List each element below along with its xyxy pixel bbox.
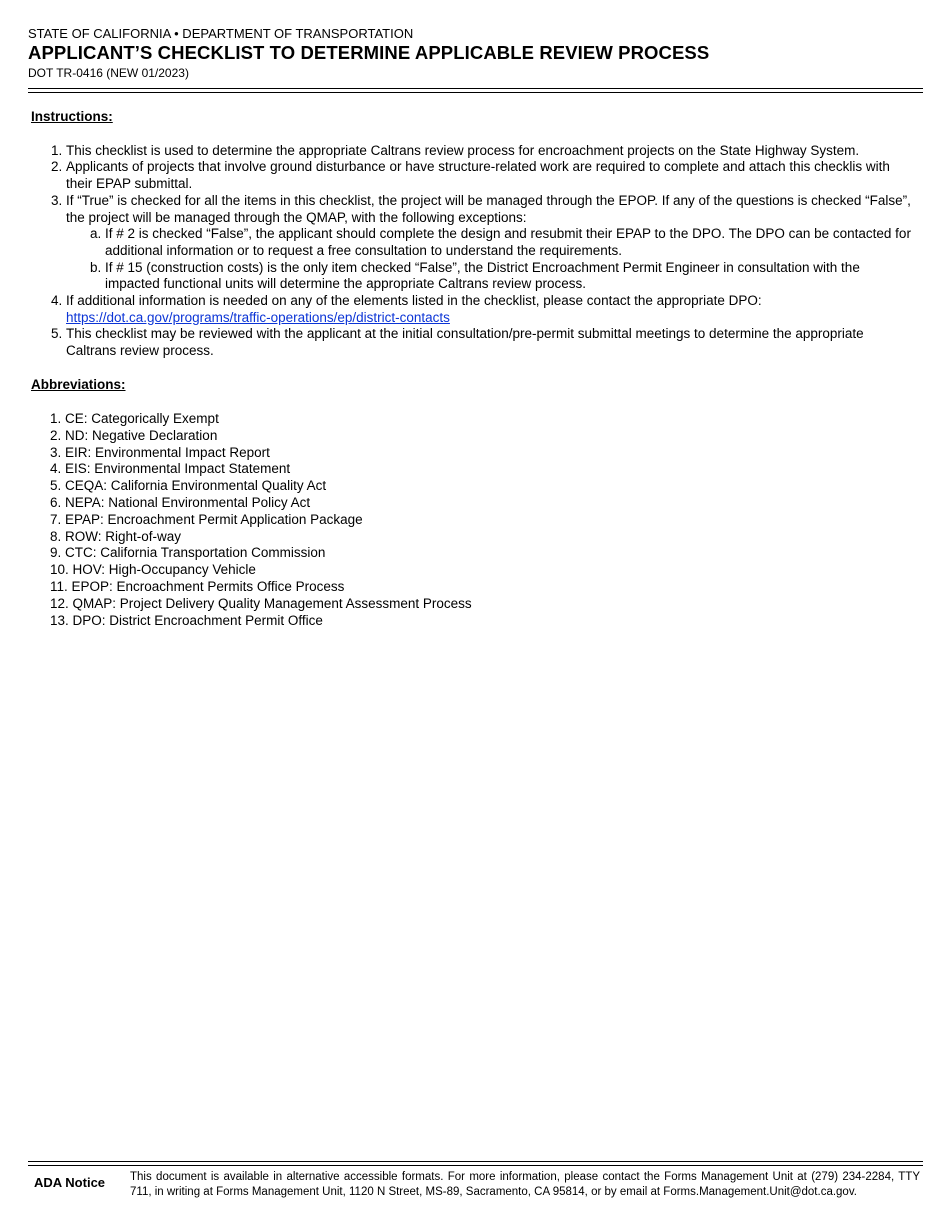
instruction-item-3a: a. If # 2 is checked “False”, the applicant should complete the design and resubmit their EPAP to the DPO. The DPO can be contacted for additional information or to request a free consultation to understand the requirements. — [105, 226, 911, 259]
abbreviations-heading-block — [31, 377, 911, 394]
instruction-item-2: 2. Applicants of projects that involve ground disturbance or have structure-related work are required to complete and attach this checklis with their EPAP submittal. — [66, 159, 911, 192]
header-divider-top — [28, 88, 923, 89]
instruction-item-1: 1. This checklist is used to determine the appropriate Caltrans review process for encroachment projects on the State Highway System. — [66, 143, 911, 160]
abbreviation-item: 2. ND: Negative Declaration — [50, 427, 218, 443]
ada-notice-text: This document is available in alternative accessible formats. For more information, please contact the Forms Management Unit at (279) 234-2284, TTY 711, in writing at Forms Management Unit, 1120 N Street, MS-89, Sacramento, CA 95814, or by email at Forms.Management.Unit@dot.ca.gov. — [130, 1171, 920, 1198]
instructions-list — [31, 143, 911, 360]
abbreviations-heading: Abbreviations: — [31, 377, 126, 392]
abbreviation-item: 9. CTC: California Transportation Commission — [50, 545, 326, 561]
instructions-section — [31, 109, 911, 360]
page-title: APPLICANT’S CHECKLIST TO DETERMINE APPLICABLE REVIEW PROCESS — [28, 42, 710, 63]
abbreviation-item: 7. EPAP: Encroachment Permit Application Package — [50, 511, 363, 527]
form-number: DOT TR-0416 (NEW 01/2023) — [28, 66, 189, 80]
abbreviation-item: 4. EIS: Environmental Impact Statement — [50, 461, 291, 477]
instruction-item-3-text: If “True” is checked for all the items in this checklist, the project will be managed through the EPOP. If any of the questions is checked “False”, the project will be managed through the QMAP, with the following exceptions: — [66, 192, 911, 225]
abbreviation-item: 12. QMAP: Project Delivery Quality Management Assessment Process — [50, 595, 472, 611]
instruction-item-4-text: If additional information is needed on any of the elements listed in the checklist, please contact the appropriate DPO: — [66, 293, 762, 309]
instruction-exceptions-list — [66, 226, 911, 293]
district-contacts-link[interactable]: https://dot.ca.gov/programs/traffic-operations/ep/district-contacts — [66, 309, 450, 325]
instructions-heading: Instructions: — [31, 109, 113, 124]
abbreviation-item: 8. ROW: Right-of-way — [50, 528, 182, 544]
abbreviation-item: 10. HOV: High-Occupancy Vehicle — [50, 562, 256, 578]
abbreviation-item: 6. NEPA: National Environmental Policy Act — [50, 494, 311, 510]
abbreviation-item: 5. CEQA: California Environmental Quality Act — [50, 478, 327, 494]
instruction-item-3 — [66, 193, 911, 293]
ada-notice-label: ADA Notice — [34, 1175, 106, 1190]
agency-name: STATE OF CALIFORNIA • DEPARTMENT OF TRANSPORTATION — [28, 26, 414, 41]
ada-notice — [28, 1170, 923, 1200]
abbreviation-item: 3. EIR: Environmental Impact Report — [50, 444, 270, 460]
abbreviation-item: 11. EPOP: Encroachment Permits Office Process — [50, 578, 345, 594]
instruction-item-4 — [66, 293, 911, 326]
abbreviation-item: 13. DPO: District Encroachment Permit Office — [50, 612, 323, 628]
header-divider-bottom — [28, 92, 923, 93]
instruction-item-5: 5. This checklist may be reviewed with the applicant at the initial consultation/pre-permit submittal meetings to determine the appropriate Caltrans review process. — [66, 326, 911, 359]
abbreviations-list — [50, 411, 472, 629]
abbreviation-item: 1. CE: Categorically Exempt — [50, 411, 219, 426]
form-header — [28, 26, 923, 81]
footer-divider-top — [28, 1161, 923, 1162]
instruction-item-3b: b. If # 15 (construction costs) is the only item checked “False”, the District Encroachment Permit Engineer in consultation with the impacted functional units will determine the appropriate Caltrans review process. — [105, 260, 911, 293]
footer-divider-bottom — [28, 1165, 923, 1166]
